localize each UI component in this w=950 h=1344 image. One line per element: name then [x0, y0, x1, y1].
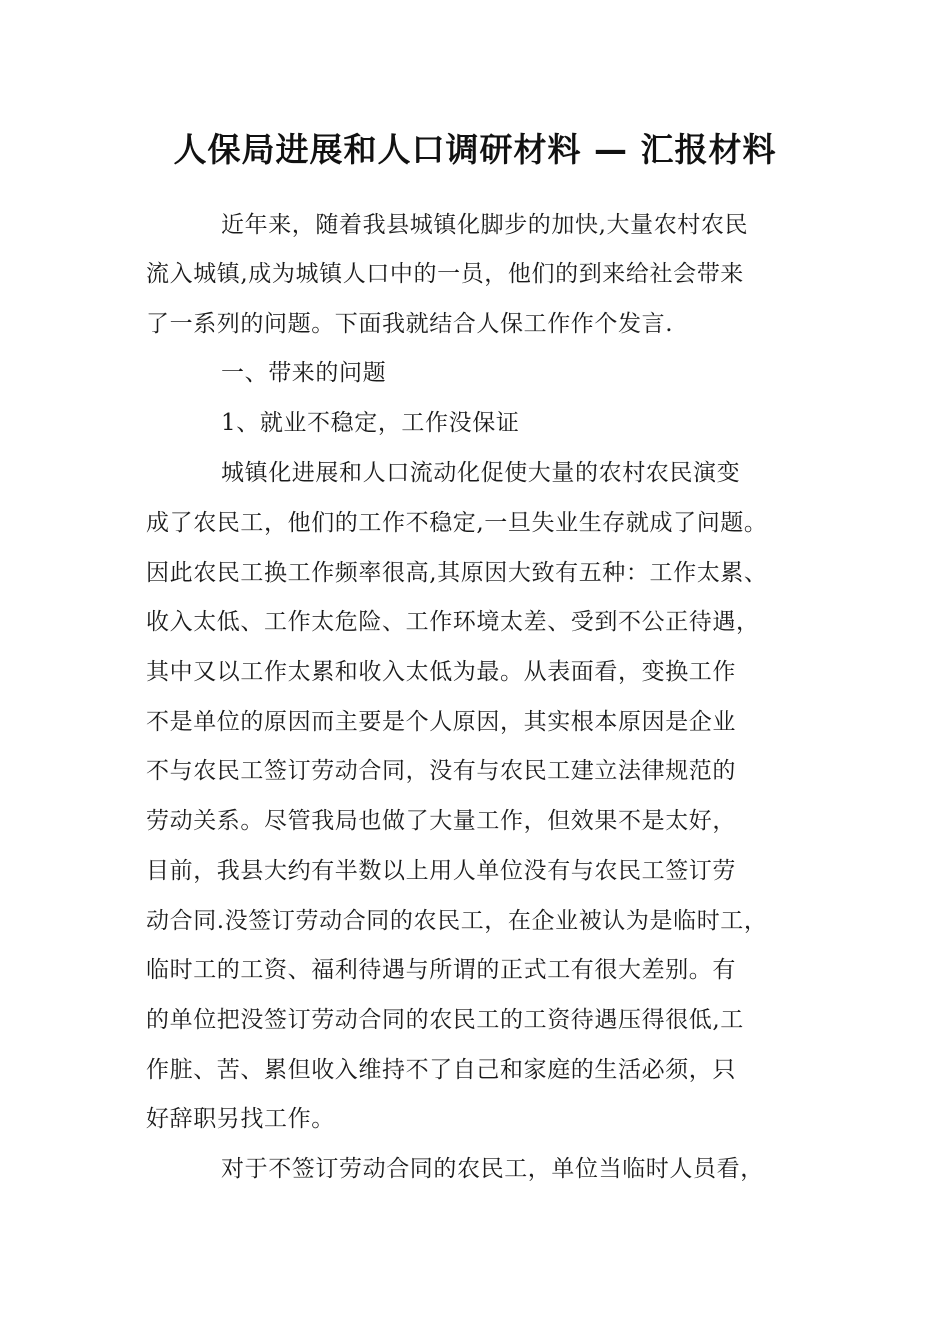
paragraph-line: 好辞职另找工作。	[146, 1106, 335, 1132]
paragraph-line: 临时工的工资、福利待遇与所谓的正式工有很大差别。有	[146, 957, 736, 983]
paragraph-line: 对于不签订劳动合同的农民工，单位当临时人员看，	[221, 1156, 764, 1182]
paragraph-line: 动合同.没签订劳动合同的农民工，在企业被认为是临时工，	[146, 908, 768, 934]
paragraph-line: 收入太低、工作太危险、工作环境太差、受到不公正待遇，	[146, 609, 760, 635]
paragraph-line: 的单位把没签订劳动合同的农民工的工资待遇压得很低,工	[146, 1007, 744, 1033]
document-title: 人保局进展和人口调研材料 — 汇报材料	[173, 130, 777, 169]
paragraph-line: 成了农民工，他们的工作不稳定,一旦失业生存就成了问题。	[146, 510, 768, 536]
paragraph-line: 了一系列的问题。下面我就结合人保工作作个发言.	[146, 311, 674, 337]
paragraph-line: 流入城镇,成为城镇人口中的一员，他们的到来给社会带来	[146, 261, 744, 287]
paragraph-line: 不是单位的原因而主要是个人原因，其实根本原因是企业	[146, 709, 736, 735]
paragraph-line: 劳动关系。尽管我局也做了大量工作，但效果不是太好，	[146, 808, 736, 834]
paragraph-line: 因此农民工换工作频率很高,其原因大致有五种：工作太累、	[146, 560, 768, 586]
paragraph-line: 作脏、苦、累但收入维持不了自己和家庭的生活必须，只	[146, 1057, 736, 1083]
paragraph-line: 不与农民工签订劳动合同，没有与农民工建立法律规范的	[146, 758, 736, 784]
section-heading: 一、带来的问题	[221, 360, 387, 386]
subsection-heading: 1、就业不稳定，工作没保证	[221, 410, 520, 436]
paragraph-line: 目前，我县大约有半数以上用人单位没有与农民工签订劳	[146, 858, 736, 884]
paragraph-line: 城镇化进展和人口流动化促使大量的农村农民演变	[221, 460, 741, 486]
paragraph-line: 近年来，随着我县城镇化脚步的加快,大量农村农民	[221, 212, 749, 238]
paragraph-line: 其中又以工作太累和收入太低为最。从表面看，变换工作	[146, 659, 736, 685]
